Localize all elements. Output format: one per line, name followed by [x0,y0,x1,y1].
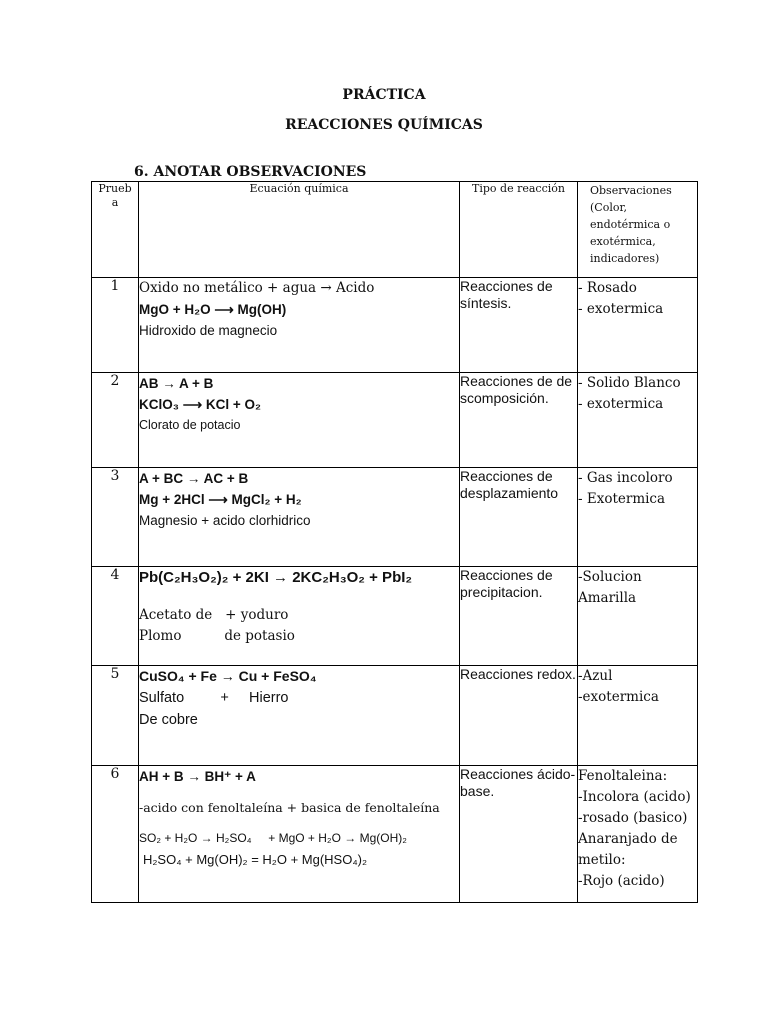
equation-general: A + BC → AC + B [139,471,249,486]
observations-cell: - Rosado - exotermica [578,278,698,373]
equation-chemical: H₂SO₄ + Mg(OH)₂ = H₂O + Mg(HSO₄)₂ [143,852,368,867]
reaction-type: Reacciones ácido-base. [460,766,578,903]
header-tipo: Tipo de reacción [460,182,578,278]
equation-chemical: Pb(C₂H₃O₂)₂ + 2KI → 2KC₂H₃O₂ + PbI₂ [139,569,413,586]
document-subtitle: REACCIONES QUÍMICAS [285,117,483,133]
header-observaciones: Observaciones (Color, endotérmica o exotérmica, indicadores) [578,182,698,278]
equation-cell [139,766,460,903]
equation-cell [139,278,460,373]
row-number: 1 [92,278,139,373]
equation-name: Clorato de potacio [139,418,241,432]
reaction-type: Reacciones de desplazamiento [460,468,578,567]
table-row [92,766,698,903]
equation-cell [139,567,460,666]
row-number: 2 [92,373,139,468]
observations-cell: Fenoltaleina: -Incolora (acido) -rosado (basico) Anaranjado de metilo: -Rojo (acido) [578,766,698,903]
row-number: 3 [92,468,139,567]
table-header-row [92,182,698,278]
observations-cell: -Azul -exotermica [578,666,698,766]
equation-chemical: Mg + 2HCl ⟶ MgCl₂ + H₂ [139,492,302,507]
equation-name: Sulfato + Hierro [139,690,289,706]
equation-name: Magnesio + acido clorhidrico [139,513,311,528]
table-row [92,666,698,766]
equation-cell [139,373,460,468]
equation-name: Plomo de potasio [139,628,295,644]
observations-cell: - Gas incoloro - Exotermica [578,468,698,567]
equation-note: -acido con fenoltaleína + basica de fenoltaleína [139,800,440,815]
equation-name: Acetato de + yoduro [139,607,289,623]
section-heading: 6. ANOTAR OBSERVACIONES [134,164,367,180]
row-number: 6 [92,766,139,903]
header-ecuacion: Ecuación química [139,182,460,278]
reaction-type: Reacciones de síntesis. [460,278,578,373]
header-prueba: Prueb a [92,182,139,278]
document-title: PRÁCTICA [342,87,426,103]
equation-chemical: SO₂ + H₂O → H₂SO₄ + MgO + H₂O → Mg(OH)₂ [139,831,407,845]
equation-general: AH + B → BH⁺ + A [139,769,256,784]
equation-name: Hidroxido de magnecio [139,323,278,338]
equation-chemical: MgO + H₂O ⟶ Mg(OH) [139,302,287,317]
table-row [92,567,698,666]
observations-cell: - Solido Blanco - exotermica [578,373,698,468]
equation-general: AB → A + B [139,376,214,391]
equation-name: De cobre [139,712,198,728]
table-row [92,468,698,567]
equation-chemical: KClO₃ ⟶ KCl + O₂ [139,397,261,412]
observations-table [91,181,698,903]
equation-general: Oxido no metálico + agua → Acido [139,280,375,296]
table-row [92,373,698,468]
reaction-type: Reacciones redox. [460,666,578,766]
equation-cell [139,468,460,567]
row-number: 5 [92,666,139,766]
reaction-type: Reacciones de precipitacion. [460,567,578,666]
observations-cell: -Solucion Amarilla [578,567,698,666]
reaction-type: Reacciones de descomposición. [460,373,578,468]
table-row [92,278,698,373]
equation-cell [139,666,460,766]
row-number: 4 [92,567,139,666]
equation-chemical: CuSO₄ + Fe → Cu + FeSO₄ [139,668,317,684]
